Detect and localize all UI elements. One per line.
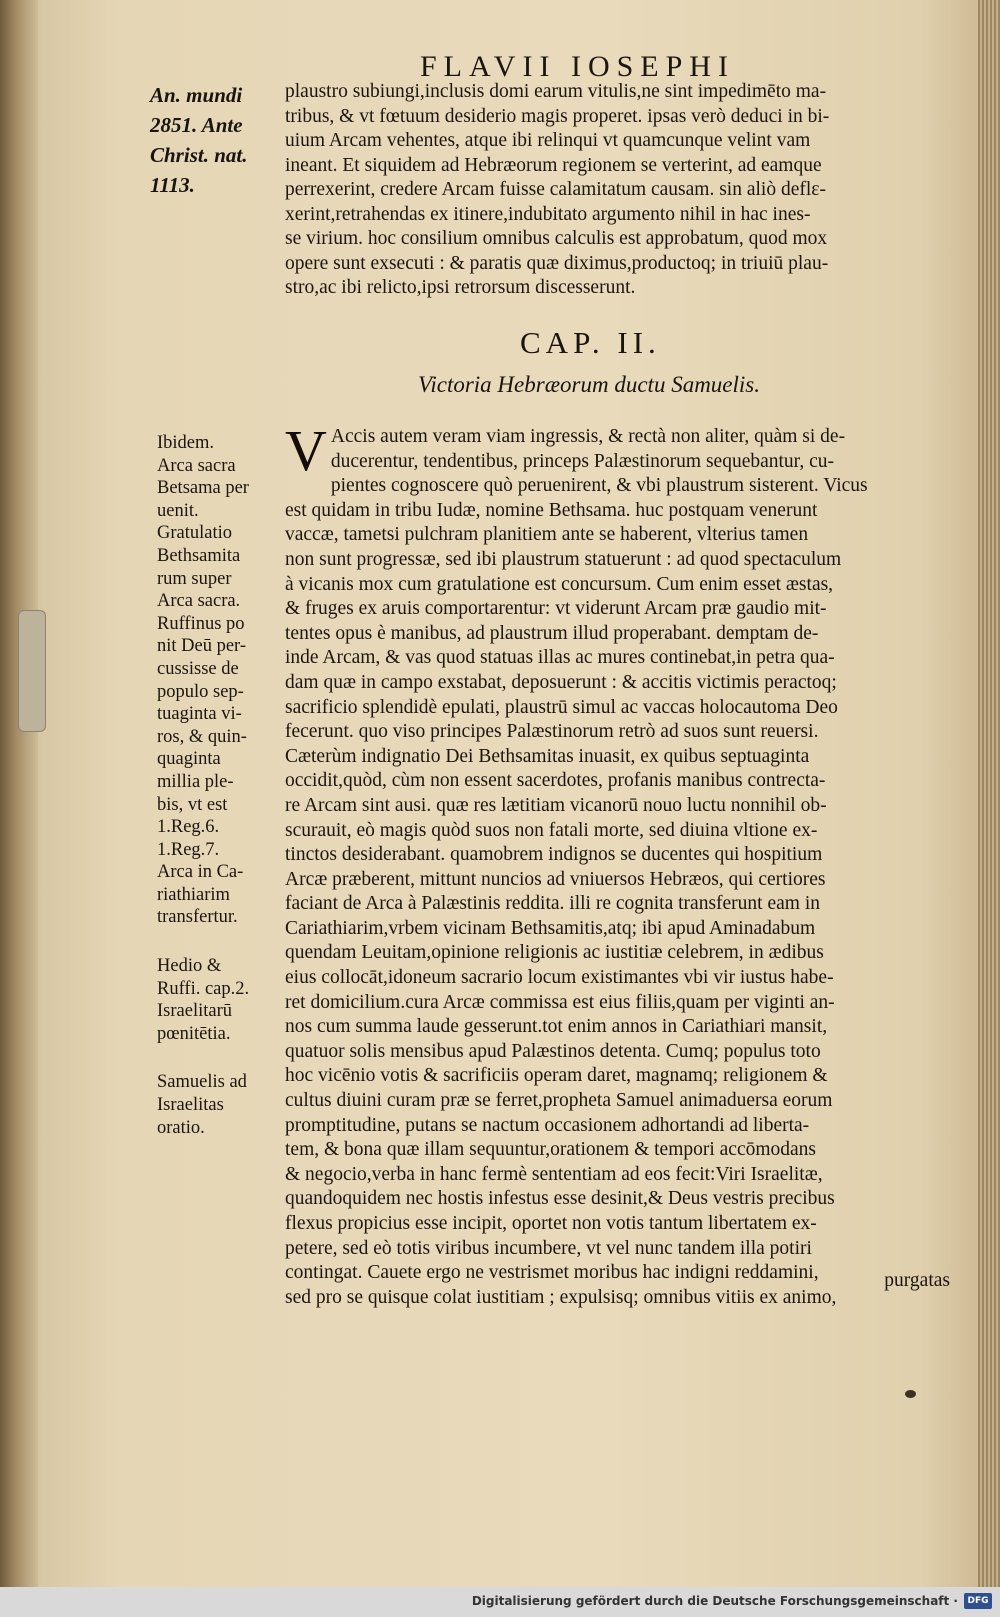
text-line: sed pro se quisque colat iustitiam ; expulsisq; omnibus vitiis ex animo,: [285, 1286, 837, 1308]
text-line: sacrificio splendidè epulati, plaustrū simul ac vaccas holocautoma Deo: [285, 696, 838, 718]
margin-notes: [157, 432, 282, 1165]
year-note-line: Christ. nat.: [150, 143, 248, 167]
text-line: dam quæ in campo exstabat, deposuerunt : & accitis victimis peractoq;: [285, 671, 837, 693]
margin-note-line: nit Deū per-: [157, 636, 247, 657]
margin-note-line: 1.Reg.7.: [157, 839, 220, 860]
text-line: tem, & bona quæ illam sequuntur,orationem & tempori accōmodans: [285, 1139, 817, 1161]
year-margin-note: [150, 80, 275, 200]
margin-note: [157, 955, 282, 1045]
text-line: re Arcam sint ausi. quæ res lætitiam vicanorū nouo luctu nonnihil ob-: [285, 794, 827, 816]
margin-note-line: Gratulatio: [157, 523, 233, 544]
text-line: scurauit, eò magis quòd suos non fatali morte, sed diuina vltione ex-: [285, 819, 818, 841]
text-line: ducerentur, tendentibus, princeps Palæstinorum sequebantur, cu-: [330, 450, 835, 472]
text-line: vaccæ, tametsi pulchram planitiem ante se haberent, vlterius tamen: [285, 524, 809, 546]
margin-note-line: Ruffinus po: [157, 613, 245, 634]
text-line: quendam Leuitam,opinione religionis ac iustitiæ celebrem, in ædibus: [285, 942, 824, 964]
text-line: perrexerint, credere Arcam fuisse calamitatum causam. sin aliò deflε-: [285, 179, 826, 200]
margin-note-line: transfertur.: [157, 907, 238, 928]
margin-note-line: riathiarim: [157, 884, 230, 905]
text-line: non sunt progressæ, sed ibi plaustrum statuerunt : ad quod spectaculum: [285, 548, 842, 570]
text-line: tinctos desiderabant. quamobrem indignos se ducentes qui hospitium: [285, 844, 823, 866]
margin-note-line: Israelitarū: [157, 1001, 232, 1022]
margin-note-line: rum super: [157, 568, 232, 589]
margin-note: [157, 432, 282, 522]
text-line: quatuor solis mensibus apud Palæstinos detenta. Cumq; populus toto: [285, 1040, 821, 1062]
chapter-subtitle: Victoria Hebræorum ductu Samuelis.: [418, 372, 760, 397]
text-line: occidit,quòd, cùm non essent sacerdotes, profanis manibus contrecta-: [285, 770, 826, 792]
text-line: Accis autem veram viam ingressis, & rectà non aliter, quàm si de-: [330, 426, 846, 447]
margin-note-line: Arca sacra.: [157, 591, 241, 612]
text-line: Cæterùm indignatio Dei Bethsamitas inuasit, ex quibus septuaginta: [285, 745, 810, 767]
text-line: Arcæ præberent, mittunt nuncios ad vniuersos Hebræos, qui certiores: [285, 868, 826, 890]
text-line: est quidam in tribu Iudæ, nomine Bethsama. huc postquam venerunt: [285, 499, 818, 521]
funding-credit: Digitalisierung gefördert durch die Deutsche Forschungsgemeinschaft ·: [471, 1594, 958, 1608]
margin-note-line: bis, vt est: [157, 794, 228, 815]
margin-note-line: uenit.: [157, 500, 199, 521]
text-line: promptitudine, putans se nactum occasionem adhortandi ad liberta-: [285, 1114, 810, 1136]
margin-note-line: pœnitētia.: [157, 1023, 231, 1044]
margin-note: [157, 1071, 282, 1139]
text-line: faciant de Arca à Palæstinis reddita. illi re cognita transferunt eam in: [285, 893, 820, 915]
margin-note-line: populo sep-: [157, 681, 244, 702]
text-line: Cariathiarim,vrbem vicinam Bethsamitis,atq; ibi apud Aminadabum: [285, 917, 816, 939]
text-line: hoc vicēnio votis & sacrificiis operam daret, magnamq; religionem &: [285, 1065, 828, 1087]
text-line: fecerunt. quo viso principes Palæstinorum retrò ad suos sunt reuersi.: [285, 721, 819, 743]
year-note-line: 1113.: [150, 173, 195, 197]
text-line: ret domicilium.cura Arcæ commissa est eius filiis,quam per viginti an-: [285, 991, 835, 1013]
text-line: inde Arcam, & vas quod statuas illas ac mures continebat,in petra qua-: [285, 647, 835, 669]
margin-note-line: Ibidem.: [157, 433, 215, 453]
text-line: se virium. hoc consilium omnibus calculis est approbatum, quod mox: [285, 228, 828, 249]
text-line: contingat. Cauete ergo ne vestrismet moribus hac indigni reddamini,: [285, 1262, 819, 1284]
margin-note-line: 1.Reg.6.: [157, 817, 220, 838]
footer-bar: [0, 1587, 1000, 1617]
margin-note-line: Israelitas: [157, 1095, 224, 1116]
text-line: ineant. Et siquidem ad Hebræorum regionem se verterint, ad eamque: [285, 154, 822, 176]
running-head: FLAVII IOSEPHI: [420, 50, 735, 83]
margin-note-line: Bethsamita: [157, 545, 241, 566]
previous-chapter-text: [285, 80, 965, 301]
margin-note-line: cussisse de: [157, 658, 239, 679]
margin-note-line: Samuelis ad: [157, 1072, 247, 1093]
margin-note: [157, 613, 282, 862]
page-edge: [978, 0, 1000, 1587]
margin-note-line: Arca in Ca-: [157, 862, 244, 883]
margin-note-line: Ruffi. cap.2.: [157, 978, 250, 999]
text-line: plaustro subiungi,inclusis domi earum vitulis,ne sint impedimēto ma-: [285, 81, 827, 102]
text-line: & negocio,verba in hanc fermè sententiam ad eos fecit:Viri Israelitæ,: [285, 1163, 823, 1185]
margin-note-line: ros, & quin-: [157, 726, 247, 747]
text-line: quandoquidem nec hostis infestus esse desinit,& Deus vestris precibus: [285, 1188, 835, 1210]
text-line: opere sunt exsecuti : & paratis quæ diximus,productoq; in triuiū plau-: [285, 252, 829, 274]
year-note-line: An. mundi: [150, 83, 243, 107]
text-line: nos cum summa laude gesserunt.tot enim annos in Cariathiari mansit,: [285, 1016, 828, 1038]
margin-note: [157, 522, 282, 612]
text-line: eius collocāt,idoneum sacrario locum existimantes vbi vir iustus habe-: [285, 967, 834, 989]
margin-note-line: quaginta: [157, 749, 221, 770]
text-line: tribus, & vt fœtuum desiderio magis properet. ipsas verò deduci in bi-: [285, 105, 830, 127]
margin-note-line: Hedio &: [157, 956, 222, 977]
margin-note-line: Arca sacra: [157, 455, 236, 476]
text-line: flexus propicius esse incipit, oportet non votis tantum libertatem ex-: [285, 1213, 817, 1234]
margin-note: [157, 861, 282, 929]
text-line: uium Arcam vehentes, atque ibi relinqui vt quamcunque velint vam: [285, 130, 811, 151]
drop-cap: V: [285, 418, 327, 483]
text-line: pientes cognoscere quò peruenirent, & vbi plaustrum sisterent. Vicus: [330, 475, 868, 497]
chapter-title: CAP. II.: [520, 325, 661, 360]
page-clip: [18, 610, 46, 732]
margin-note-line: oratio.: [157, 1117, 205, 1138]
ink-stain: [905, 1390, 916, 1398]
text-line: xerint,retrahendas ex itinere,indubitato argumento nihil in hac ines-: [285, 203, 811, 225]
text-line: stro,ac ibi relicto,ipsi retrorsum discesserunt.: [285, 277, 636, 298]
dfg-logo: DFG: [964, 1593, 992, 1609]
text-line: tentes opus è manibus, ad plaustrum illud properabant. demptam de-: [285, 622, 819, 644]
year-note-line: 2851. Ante: [150, 113, 243, 137]
text-line: & fruges ex aruis comportarentur: vt viderunt Arcam præ gaudio mit-: [285, 598, 827, 620]
margin-note-line: tuaginta vi-: [157, 704, 242, 725]
margin-note-line: Betsama per: [157, 478, 249, 499]
text-line: à vicanis mox cum gratulatione est concursum. Cum enim esset æstas,: [285, 573, 834, 595]
page-gutter: [0, 0, 38, 1587]
chapter-body-text: [285, 418, 965, 1310]
margin-note-line: millia ple-: [157, 771, 234, 792]
text-line: cultus diuini curam præ se ferret,propheta Samuel animaduersa eorum: [285, 1090, 833, 1112]
catchword: purgatas: [884, 1270, 950, 1291]
text-line: petere, sed eò totis viribus incumbere, vt vel nunc tandem illa potiri: [285, 1237, 812, 1259]
